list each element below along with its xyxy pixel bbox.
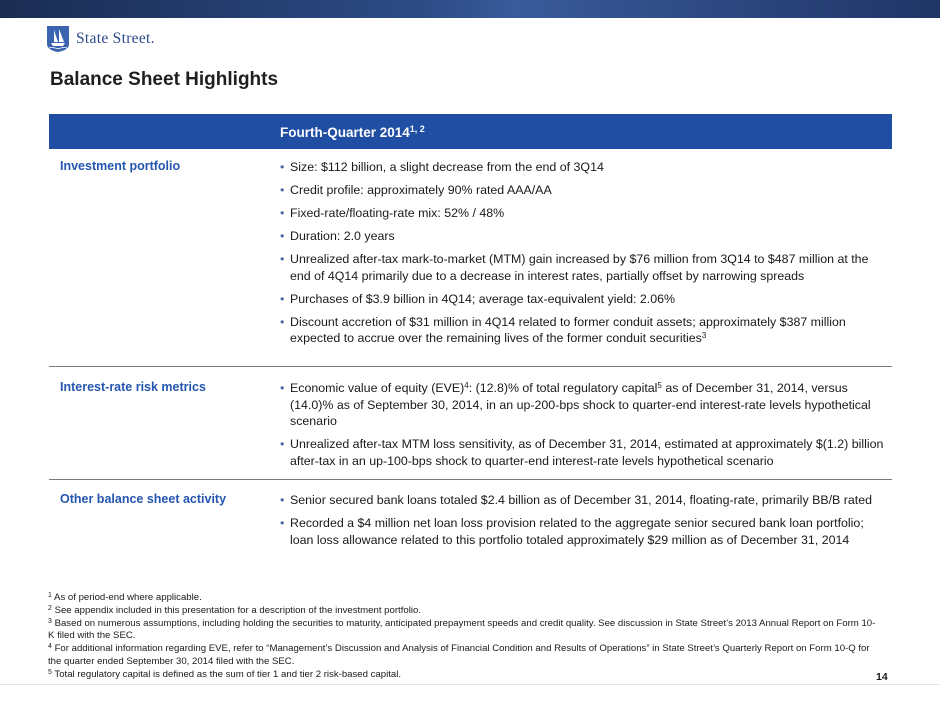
section-divider [49,479,892,480]
footnote: $^1$ As of period-end where applicable. [48,592,202,603]
section-divider [49,366,892,367]
section-label: Interest-rate risk metrics [60,380,206,394]
bullet-item: • Fixed-rate/floating-rate mix: 52% / 48% [280,205,890,222]
footnotes [48,592,878,682]
brand-name: State Street. [76,30,155,47]
table-header [49,114,892,149]
section-label: Investment portfolio [60,159,181,173]
bullet-list [280,159,890,353]
page-number: 14 [876,671,888,683]
bullet-item: • Unrealized after-tax MTM loss sensitivity, as of December 31, 2014, estimated at approximately $(1.2) billion after-tax in an up-100-bps shock to quarter-end interest-rate levels hypothetical scenario [280,436,890,469]
bullet-list [280,492,890,555]
footer-rule [0,684,940,685]
bullet-item: • Credit profile: approximately 90% rated AAA/AA [280,182,890,199]
bullet-item: • Unrealized after-tax mark-to-market (MTM) gain increased by $76 million from 3Q14 to $487 million at the end of 4Q14 primarily due to a decrease in interest rates, partially offset by narrowing spreads [280,251,890,284]
bullet-item: • Economic value of equity (EVE)$^4$: (12.8)% of total regulatory capital$^5$ as of December 31, 2014, versus (14.0)% as of September 30, 2014, in an up-200-bps shock to quarter-end interest-rate levels hypothetical scenario [280,380,890,430]
section-label: Other balance sheet activity [60,492,227,506]
table-header-title: Fourth-Quarter 2014$^{1, 2}$ [280,124,425,140]
bullet-item: • Recorded a $4 million net loan loss provision related to the aggregate senior secured bank loan portfolio; loan loss allowance related to this portfolio totaled approximately $29 million as of December 31, 2014 [280,515,890,548]
bullet-item: • Duration: 2.0 years [280,228,890,245]
clipper-ship-logo-icon [46,25,70,53]
footnote: $^3$ Based on numerous assumptions, including holding the securities to maturity, anticipated prepayment speeds and credit quality. See discussion in State Street’s 2013 Annual Report on Form 10-K filed with the SEC. [48,617,876,642]
bullet-list [280,380,890,476]
footnote: $^5$ Total regulatory capital is defined as the sum of tier 1 and tier 2 risk-based capital. [48,668,402,680]
bullet-item: • Discount accretion of $31 million in 4Q14 related to former conduit assets; approximately $387 million expected to accrue over the remaining lives of the former conduit securities$^3$ [280,314,890,347]
top-banner [0,0,940,18]
bullet-item: • Senior secured bank loans totaled $2.4 billion as of December 31, 2014, floating-rate, primarily BB/B rated [280,492,890,509]
footnote: $^4$ For additional information regarding EVE, refer to “Management’s Discussion and Analysis of Financial Condition and Results of Operations” in State Street’s Quarterly Report on Form 10-Q for the quarter ended September 30, 2014 filed with the SEC. [48,643,870,667]
bullet-item: • Size: $112 billion, a slight decrease from the end of 3Q14 [280,159,890,176]
footnote: $^2$ See appendix included in this presentation for a description of the investment portfolio. [48,604,421,616]
bullet-item: • Purchases of $3.9 billion in 4Q14; average tax-equivalent yield: 2.06% [280,291,890,308]
state-street-logo [46,25,155,53]
page-title: Balance Sheet Highlights [50,69,279,90]
